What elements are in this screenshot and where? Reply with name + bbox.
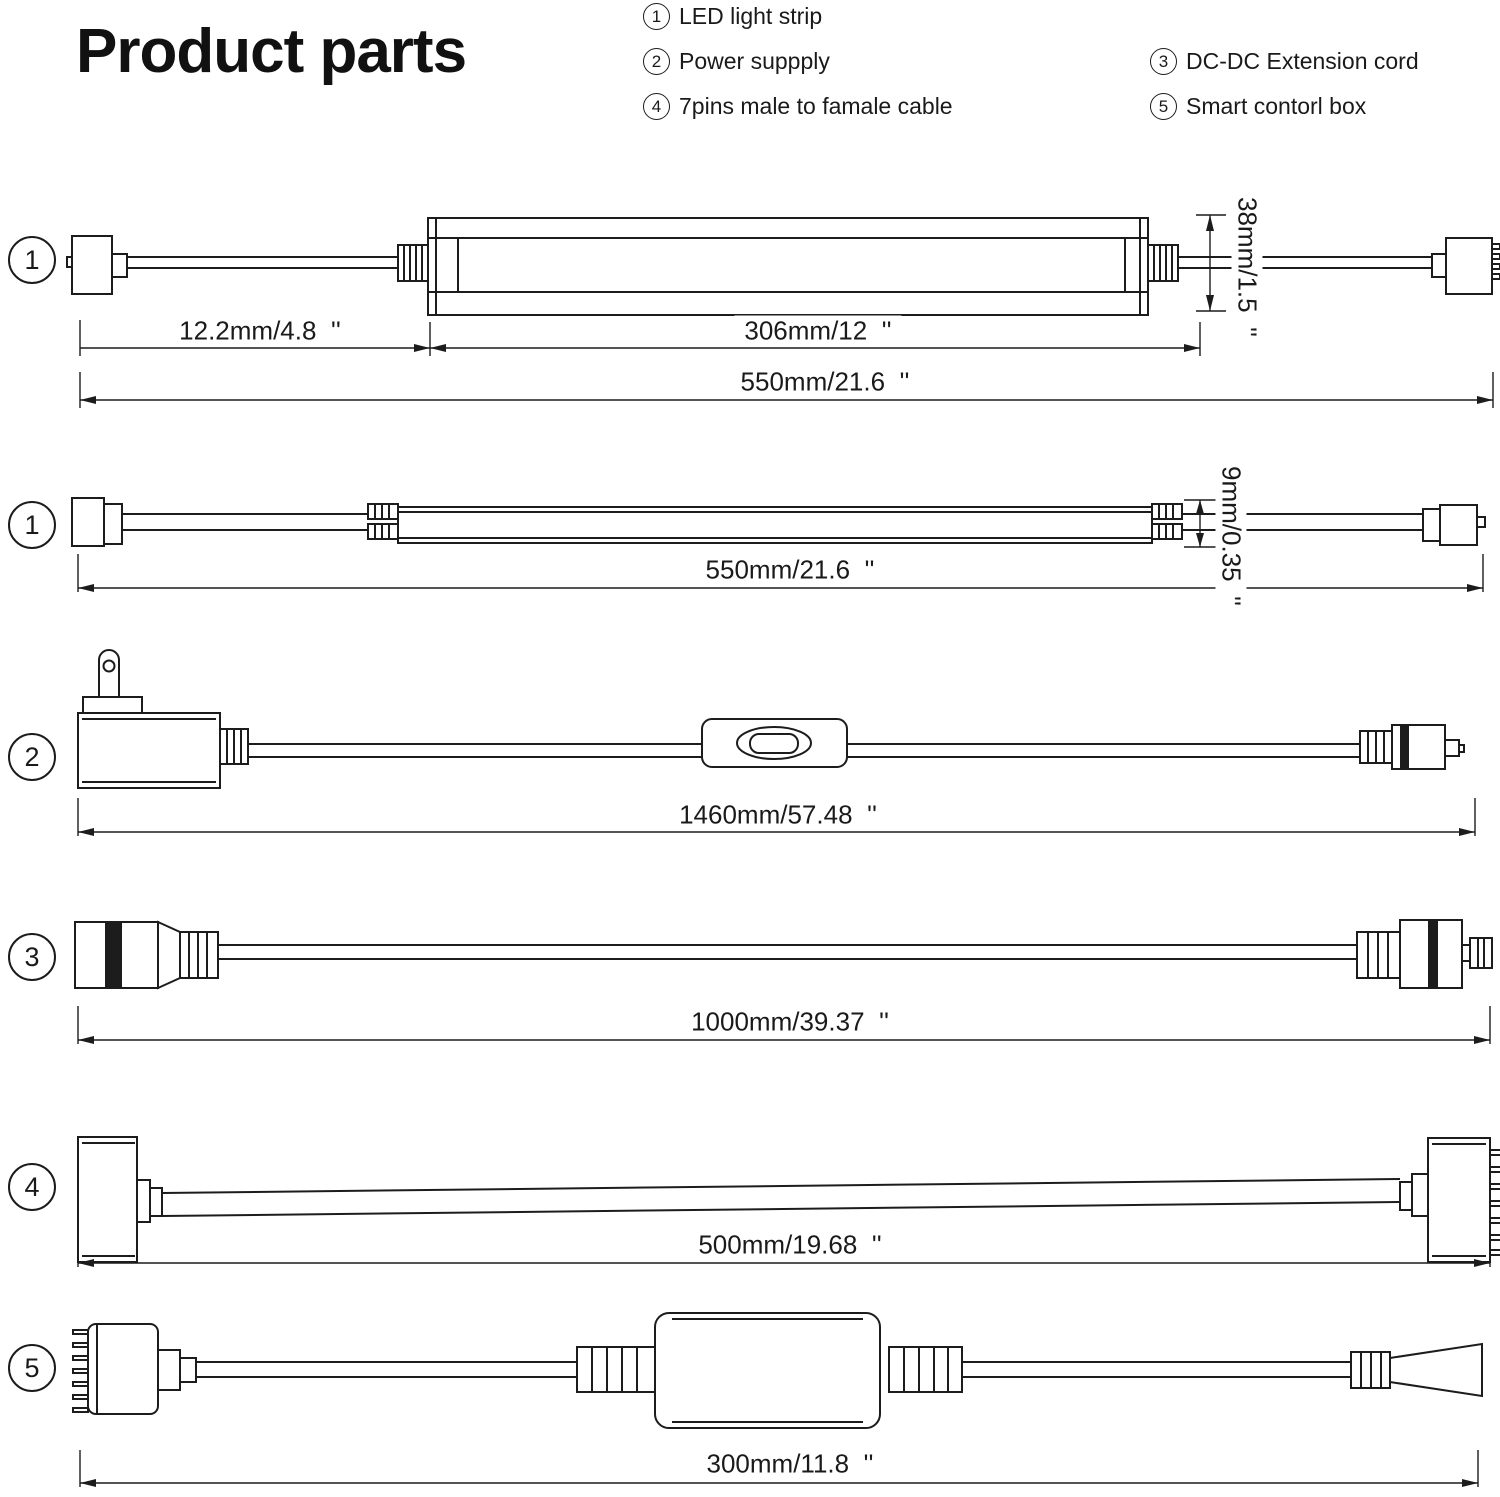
legend-label: Power suppply: [679, 48, 830, 74]
dim-label-seg1: 12.2mm/4.8 '': [169, 316, 351, 347]
page-title: Product parts: [76, 17, 467, 86]
led-strip-top-view: [67, 218, 1500, 315]
dim-label-total: 300mm/11.8 '': [697, 1449, 884, 1480]
row-marker-4: 3: [8, 933, 56, 981]
circled-number-1: 1: [643, 3, 670, 30]
strain-relief: [368, 504, 398, 539]
row-marker-1: 1: [8, 236, 56, 284]
dim-label-total: 500mm/19.68 '': [688, 1230, 891, 1261]
led-strip-side-view: [72, 498, 1485, 546]
circled-number-4: 4: [643, 93, 670, 120]
legend-label: LED light strip: [679, 3, 823, 29]
power-supply: [78, 650, 1464, 788]
strain-relief: [889, 1347, 962, 1392]
smart-control-box: [73, 1313, 1482, 1428]
strain-relief: [398, 245, 428, 281]
connector-pins: [1490, 1150, 1500, 1255]
dim-label-total: 1000mm/39.37 '': [681, 1007, 899, 1038]
dc-jack: [1390, 1344, 1482, 1396]
legend-item-smart-control-box: [1150, 93, 1366, 120]
row-marker-3: 2: [8, 733, 56, 781]
strain-relief: [220, 729, 248, 764]
strain-relief: [1351, 1352, 1390, 1388]
row-marker-5: 4: [8, 1163, 56, 1211]
connector-pins: [73, 1330, 88, 1412]
dim-label-height: 9mm/0.35 '': [1216, 460, 1247, 612]
dim-label-total: 1460mm/57.48 '': [669, 800, 887, 831]
inline-switch: [702, 719, 847, 767]
legend-item-extension-cord: [1150, 48, 1419, 75]
strain-relief: [1148, 245, 1178, 281]
circled-number-5: 5: [1150, 93, 1177, 120]
legend-item-led-light-strip: [643, 3, 822, 30]
strain-relief: [180, 932, 218, 978]
blade-hole: [104, 661, 115, 672]
dim-label-seg2: 306mm/12 '': [734, 316, 901, 347]
circled-number-3: 3: [1150, 48, 1177, 75]
legend-label: Smart contorl box: [1186, 93, 1367, 119]
dc-dc-extension-cord: [75, 920, 1492, 988]
row-marker-6: 5: [8, 1344, 56, 1392]
row-marker-2: 1: [8, 501, 56, 549]
circled-number-2: 2: [643, 48, 670, 75]
strain-relief: [1152, 504, 1182, 539]
dim-label-total: 550mm/21.6 '': [696, 555, 885, 586]
barrel-tip: [1470, 938, 1492, 968]
legend-label: 7pins male to famale cable: [679, 93, 953, 119]
legend-label: DC-DC Extension cord: [1186, 48, 1419, 74]
strain-relief: [1357, 932, 1400, 978]
legend-item-7pin-cable: [643, 93, 953, 120]
dim-label-total: 550mm/21.6 '': [731, 367, 920, 398]
dim-label-height: 38mm/1.5 '': [1232, 191, 1263, 343]
control-box-body: [655, 1313, 880, 1428]
dc-plug: [1360, 725, 1464, 769]
plug-blade: [99, 650, 119, 697]
adapter-body: [78, 713, 220, 788]
strain-relief: [577, 1347, 655, 1392]
legend-item-power-supply: [643, 48, 830, 75]
